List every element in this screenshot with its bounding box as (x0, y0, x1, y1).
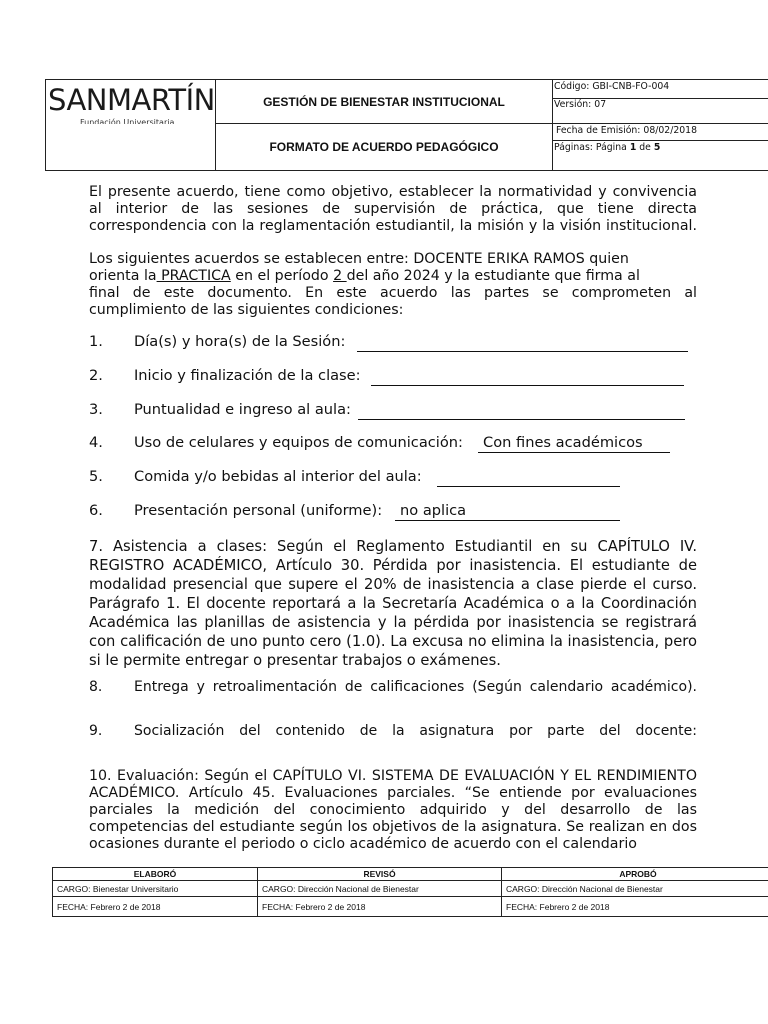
item-number: 6. (89, 502, 103, 519)
header-divider (552, 80, 553, 170)
item-number: 3. (89, 401, 103, 418)
period-number: 2 (333, 268, 347, 284)
elaboro-cargo: CARGO: Bienestar Universitario (53, 881, 258, 897)
page-count-of: de (636, 142, 654, 153)
approval-table (52, 867, 768, 917)
condition-item (89, 433, 699, 453)
text-run: del año 2024 y la estudiante que firma al (346, 268, 640, 284)
elaboro-header: ELABORÓ (53, 868, 258, 881)
reviso-fecha: FECHA: Febrero 2 de 2018 (258, 897, 502, 917)
page-total: 5 (653, 142, 661, 153)
approval-date-row (53, 897, 768, 917)
agreement-parties-line2 (89, 268, 640, 285)
header-divider (215, 123, 768, 124)
reviso-header: REVISÓ (258, 868, 502, 881)
item-label: Puntualidad e ingreso al aula: (134, 401, 351, 418)
header-title-bottom: FORMATO DE ACUERDO PEDAGÓGICO (269, 140, 499, 154)
item-label: Socialización del contenido de la asignatura por parte del docente: (134, 723, 697, 739)
agreement-parties-rest: final de este documento. En este acuerdo las partes se comprometen al cumplimiento de las siguientes condiciones: (89, 285, 697, 318)
page-count (554, 142, 660, 153)
intro-paragraph: El presente acuerdo, tiene como objetivo, establecer la normatividad y convivencia al interior de las sesiones de supervisión de práctica, que tiene directa correspondencia con la reglamentación estudiantil, la misión y la visión institucional. (89, 184, 697, 234)
practice-name: PRACTICA (156, 268, 231, 284)
header-divider (552, 140, 768, 141)
cellphone-use-field[interactable] (478, 433, 670, 453)
page-count-prefix: Páginas: Página (554, 142, 630, 153)
field-value: Con fines académicos (483, 434, 643, 451)
item-label: Uso de celulares y equipos de comunicación: (134, 434, 463, 451)
attendance-paragraph: 7. Asistencia a clases: Según el Reglamento Estudiantil en su CAPÍTULO IV. REGISTRO ACADÉMICO, Artículo 30. Pérdida por inasistencia. El estudiante de modalidad presencial que supere el 20% de inasistencia a clase pierde el curso. Parágrafo 1. El docente reportará a la Secretaría Académica o a la Coordinación Académica las planillas de asistencia y la pérdida por inasistencia se registrará con calificación de uno punto cero (1.0). La excusa no elimina la inasistencia, pero si le permite entregar o presentar trabajos o exámenes. (89, 538, 697, 669)
condition-item (89, 332, 699, 352)
condition-item (89, 366, 699, 386)
item-number: 5. (89, 468, 103, 485)
item-number: 9. (89, 723, 103, 739)
condition-item (89, 501, 699, 521)
evaluation-paragraph: 10. Evaluación: Según el CAPÍTULO VI. SISTEMA DE EVALUACIÓN Y EL RENDIMIENTO ACADÉMICO. Artículo 45. Evaluaciones parciales. “Se entiende por evaluaciones parciales la medición del conocimiento adquirido y del desarrollo de las competencias del estudiante según los objetivos de la asignatura. Se realizan en dos ocasiones durante el periodo o ciclo académico de acuerdo con el calendario (89, 768, 697, 852)
document-code: Código: GBI-CNB-FO-004 (554, 81, 670, 92)
text-run: orienta la (89, 268, 157, 284)
elaboro-fecha: FECHA: Febrero 2 de 2018 (53, 897, 258, 917)
item-number: 1. (89, 333, 103, 350)
condition-item (89, 677, 699, 697)
condition-item (89, 467, 699, 487)
text-run: en el período (230, 268, 334, 284)
field-value: no aplica (400, 502, 467, 519)
logo (46, 80, 214, 170)
item-label: Día(s) y hora(s) de la Sesión: (134, 333, 346, 350)
approval-cargo-row (53, 881, 768, 897)
document-header (45, 79, 768, 171)
item-label: Comida y/o bebidas al interior del aula: (134, 468, 422, 485)
item-number: 8. (89, 679, 103, 695)
header-divider (215, 80, 216, 170)
condition-item (89, 721, 699, 741)
food-drinks-field[interactable] (437, 467, 620, 487)
class-start-end-field[interactable] (371, 366, 684, 386)
issue-date: Fecha de Emisión: 08/02/2018 (556, 125, 697, 136)
reviso-cargo: CARGO: Dirección Nacional de Bienestar (258, 881, 502, 897)
aprobo-cargo: CARGO: Dirección Nacional de Bienestar (502, 881, 768, 897)
page-current: 1 (629, 142, 637, 153)
session-schedule-field[interactable] (357, 332, 688, 352)
item-number: 4. (89, 434, 103, 451)
approval-header-row (53, 868, 768, 881)
condition-item (89, 400, 699, 420)
item-label: Inicio y finalización de la clase: (134, 367, 361, 384)
document-version: Versión: 07 (554, 99, 607, 110)
item-label: Entrega y retroalimentación de calificaciones (Según calendario académico). (134, 679, 697, 695)
logo-subtitle: Fundación Universitaria (80, 118, 175, 124)
aprobo-header: APROBÓ (502, 868, 768, 881)
logo-name: SANMARTÍN (48, 83, 215, 117)
uniform-field[interactable] (395, 501, 620, 521)
item-label: Presentación personal (uniforme): (134, 502, 383, 519)
aprobo-fecha: FECHA: Febrero 2 de 2018 (502, 897, 768, 917)
header-title-top: GESTIÓN DE BIENESTAR INSTITUCIONAL (263, 95, 505, 109)
agreement-parties-line1: Los siguientes acuerdos se establecen entre: DOCENTE ERIKA RAMOS quien (89, 251, 629, 267)
item-number: 2. (89, 367, 103, 384)
punctuality-field[interactable] (358, 400, 685, 420)
